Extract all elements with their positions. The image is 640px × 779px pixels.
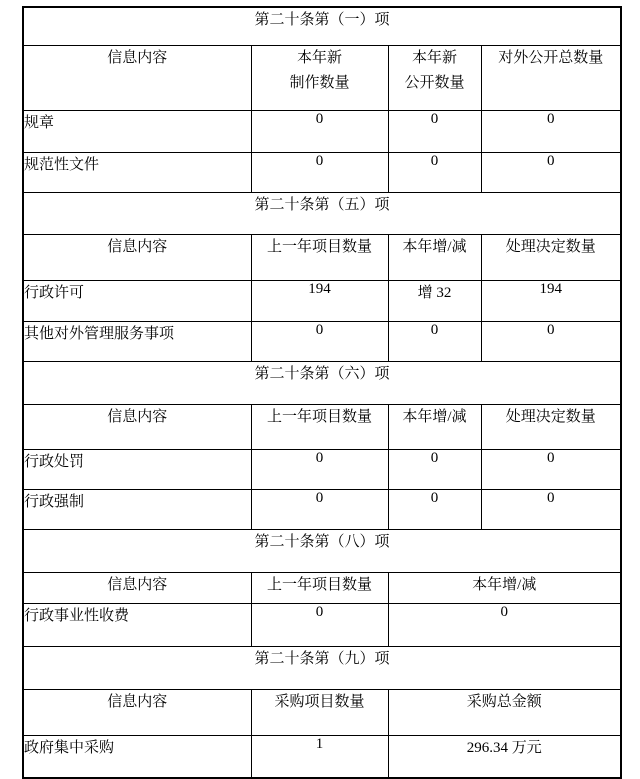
- column-header-line: 本年新: [411, 50, 457, 66]
- column-header-decisions: 处理决定数量: [481, 235, 621, 281]
- table-row: [23, 153, 621, 193]
- column-header-line: 公开数量: [404, 75, 465, 91]
- section-title: 第二十条第（八）项: [23, 530, 621, 573]
- disclosure-report-table: [22, 6, 622, 779]
- table-row: [23, 322, 621, 362]
- column-header-new-produced: [251, 46, 388, 111]
- section-title-row: [23, 647, 621, 690]
- value-cell: 194: [251, 281, 388, 322]
- value-cell: 0: [251, 153, 388, 193]
- value-cell: 194: [481, 281, 621, 322]
- column-header-row: [23, 235, 621, 281]
- column-header-change: 本年增/减: [388, 235, 481, 281]
- column-header-prev-year-count: 上一年项目数量: [251, 405, 388, 450]
- value-cell: 1: [251, 736, 388, 779]
- value-cell: 0: [481, 322, 621, 362]
- column-header-line: 本年新: [296, 50, 342, 66]
- section-title-row: [23, 530, 621, 573]
- section-title: 第二十条第（五）项: [23, 193, 621, 235]
- column-header-total-public: 对外公开总数量: [481, 46, 621, 111]
- table-row: [23, 736, 621, 779]
- column-header-decisions: 处理决定数量: [481, 405, 621, 450]
- column-header-info-content: 信息内容: [23, 46, 251, 111]
- section-title-row: [23, 362, 621, 405]
- table-row: [23, 281, 621, 322]
- column-header-procurement-count: 采购项目数量: [251, 690, 388, 736]
- section-title-row: [23, 193, 621, 235]
- value-cell: 0: [481, 111, 621, 153]
- value-cell: 0: [388, 153, 481, 193]
- section-title: 第二十条第（九）项: [23, 647, 621, 690]
- value-cell: 296.34 万元: [388, 736, 621, 779]
- column-header-change: 本年增/减: [388, 573, 621, 604]
- column-header-new-published: [388, 46, 481, 111]
- table-row: [23, 111, 621, 153]
- value-cell: 0: [481, 450, 621, 490]
- column-header-row: [23, 46, 621, 111]
- column-header-line: 制作数量: [289, 75, 350, 91]
- section-title: 第二十条第（一）项: [23, 7, 621, 46]
- value-cell: 0: [388, 111, 481, 153]
- table-row: [23, 604, 621, 647]
- value-cell: 0: [251, 111, 388, 153]
- column-header-info-content: 信息内容: [23, 405, 251, 450]
- column-header-row: [23, 573, 621, 604]
- column-header-row: [23, 405, 621, 450]
- row-label-cell: 行政强制: [23, 490, 251, 530]
- section-title-row: [23, 7, 621, 46]
- column-header-change: 本年增/减: [388, 405, 481, 450]
- section-title: 第二十条第（六）项: [23, 362, 621, 405]
- value-cell: 0: [388, 450, 481, 490]
- row-label-cell: 其他对外管理服务事项: [23, 322, 251, 362]
- column-header-prev-year-count: 上一年项目数量: [251, 573, 388, 604]
- value-cell: 0: [388, 604, 621, 647]
- row-label-cell: 行政许可: [23, 281, 251, 322]
- value-cell: 0: [481, 490, 621, 530]
- row-label-cell: 行政事业性收费: [23, 604, 251, 647]
- column-header-procurement-total: 采购总金额: [388, 690, 621, 736]
- value-cell: 0: [388, 322, 481, 362]
- column-header-info-content: 信息内容: [23, 690, 251, 736]
- row-label-cell: 规范性文件: [23, 153, 251, 193]
- table-row: [23, 450, 621, 490]
- table-row: [23, 490, 621, 530]
- value-cell: 0: [251, 490, 388, 530]
- value-cell: 0: [251, 322, 388, 362]
- value-cell: 0: [388, 490, 481, 530]
- value-cell: 0: [251, 450, 388, 490]
- row-label-cell: 规章: [23, 111, 251, 153]
- column-header-prev-year-count: 上一年项目数量: [251, 235, 388, 281]
- column-header-row: [23, 690, 621, 736]
- column-header-info-content: 信息内容: [23, 573, 251, 604]
- value-cell: 0: [251, 604, 388, 647]
- value-cell: 0: [481, 153, 621, 193]
- value-cell: 增 32: [388, 281, 481, 322]
- row-label-cell: 行政处罚: [23, 450, 251, 490]
- column-header-info-content: 信息内容: [23, 235, 251, 281]
- row-label-cell: 政府集中采购: [23, 736, 251, 779]
